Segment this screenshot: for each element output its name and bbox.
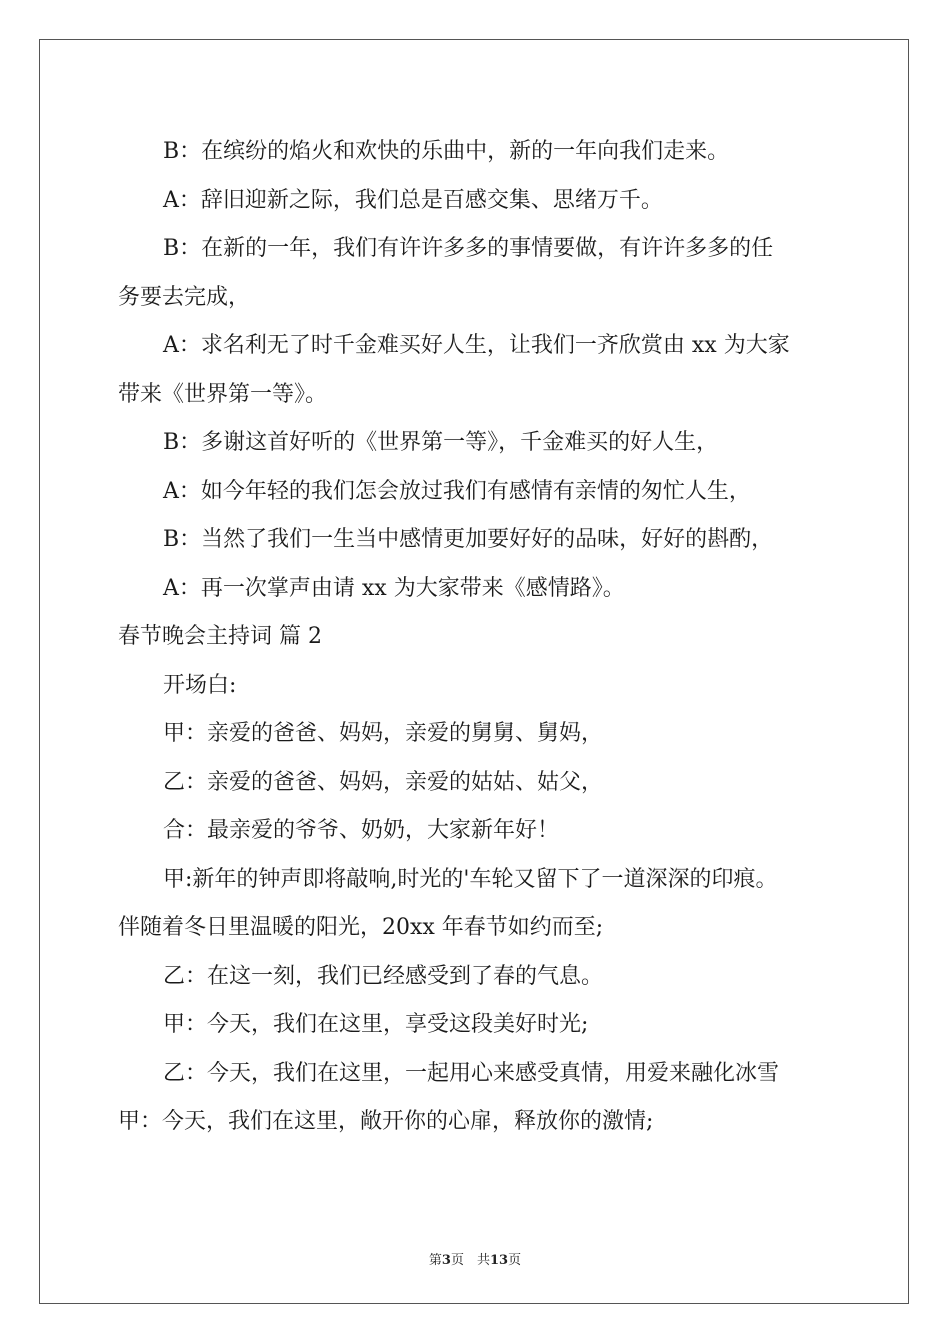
footer-middle: 页 共 xyxy=(450,1253,490,1268)
paragraph: 务要去完成， xyxy=(118,284,251,310)
current-page-number: 3 xyxy=(441,1253,451,1268)
paragraph: A：辞旧迎新之际，我们总是百感交集、思绪万千。 xyxy=(163,187,663,213)
footer-suffix: 页 xyxy=(508,1253,522,1268)
document-body xyxy=(118,128,838,1147)
paragraph: 甲:新年的钟声即将敲响,时光的'车轮又留下了一道深深的印痕。 xyxy=(163,866,778,892)
total-page-count: 13 xyxy=(489,1253,509,1268)
paragraph: 乙：在这一刻，我们已经感受到了春的气息。 xyxy=(163,963,604,989)
paragraph: 伴随着冬日里温暖的阳光，20xx 年春节如约而至; xyxy=(118,915,604,940)
paragraph: A：求名利无了时千金难买好人生，让我们一齐欣赏由 xx 为大家 xyxy=(163,333,790,358)
paragraph: 乙：亲爱的爸爸、妈妈，亲爱的姑姑、姑父， xyxy=(163,769,604,795)
paragraph: B：多谢这首好听的《世界第一等》，千金难买的好人生， xyxy=(163,430,719,455)
paragraph: B：当然了我们一生当中感情更加要好好的品味，好好的斟酌， xyxy=(163,527,774,552)
paragraph: A：再一次掌声由请 xx 为大家带来《感情路》。 xyxy=(163,575,625,601)
paragraph: A：如今年轻的我们怎会放过我们有感情有亲情的匆忙人生， xyxy=(163,478,751,504)
paragraph: 甲：今天，我们在这里，享受这段美好时光; xyxy=(163,1012,589,1037)
paragraph: 甲：今天，我们在这里，敞开你的心扉，释放你的激情; xyxy=(118,1109,654,1134)
paragraph: 开场白: xyxy=(163,672,237,698)
paragraph: B：在新的一年，我们有许许多多的事情要做，有许许多多的任 xyxy=(163,236,774,261)
section-heading: 春节晚会主持词 篇 2 xyxy=(118,624,322,649)
paragraph: 合：最亲爱的爷爷、奶奶，大家新年好！ xyxy=(163,818,560,843)
footer-prefix: 第 xyxy=(428,1253,442,1268)
paragraph: 乙：今天，我们在这里，一起用心来感受真情，用爱来融化冰雪 xyxy=(163,1060,780,1086)
paragraph: 甲：亲爱的爸爸、妈妈，亲爱的舅舅、舅妈， xyxy=(163,721,604,746)
paragraph: B：在缤纷的焰火和欢快的乐曲中，新的一年向我们走来。 xyxy=(163,139,730,164)
paragraph: 带来《世界第一等》。 xyxy=(118,381,328,407)
page-footer xyxy=(0,1249,950,1268)
